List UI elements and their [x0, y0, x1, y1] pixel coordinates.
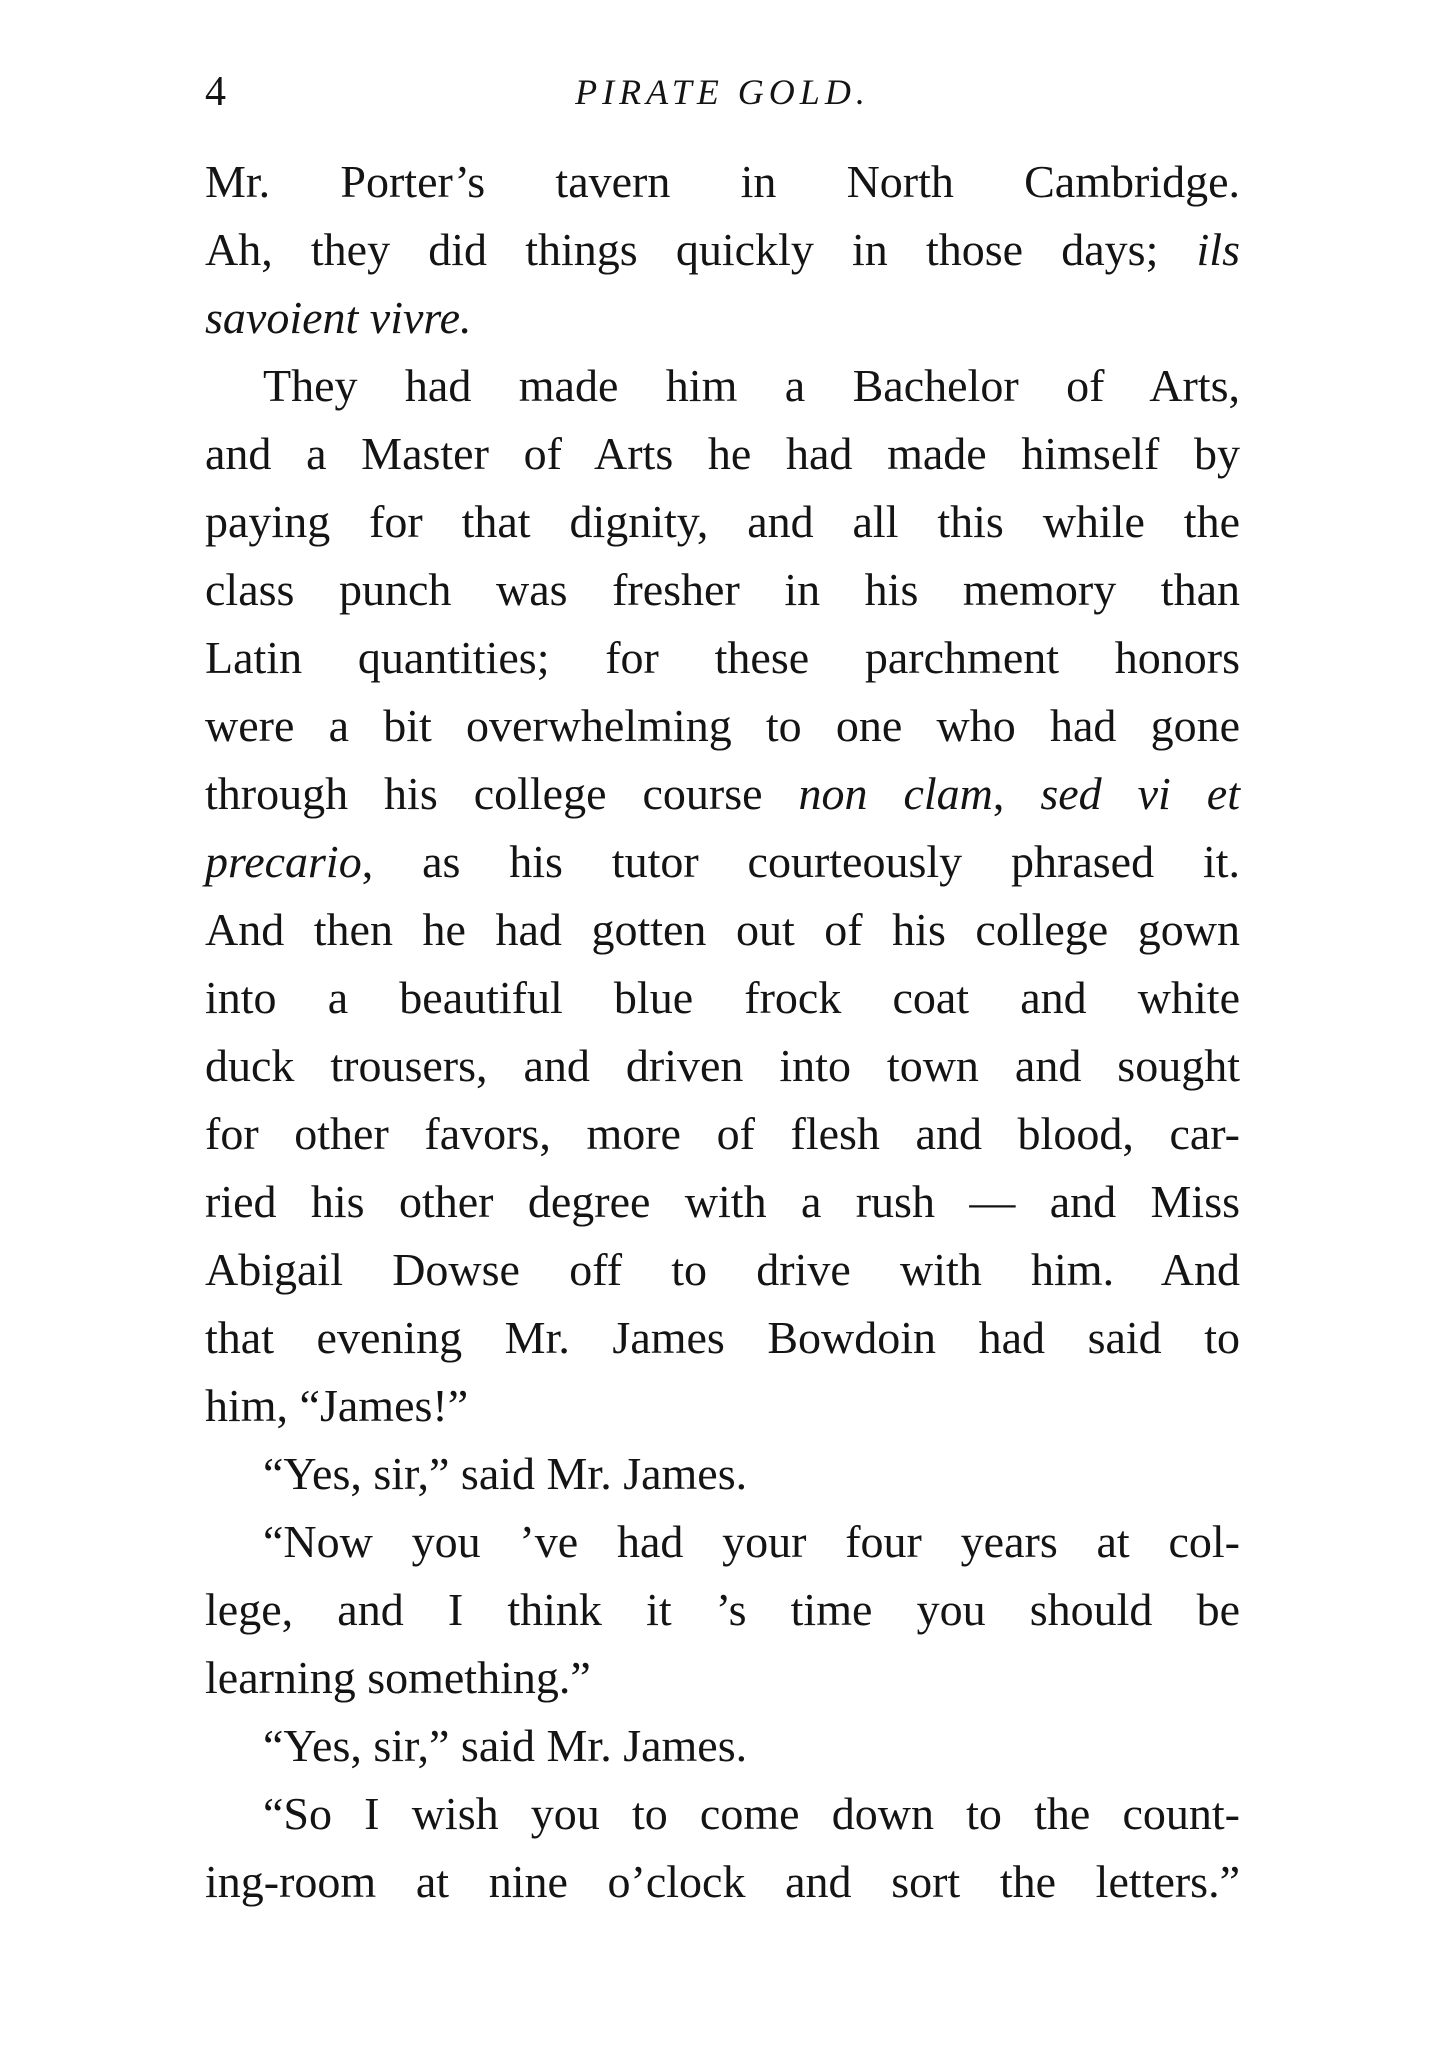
italic-text: non clam	[798, 768, 993, 819]
body-text	[205, 148, 1240, 1916]
italic-text: ils	[1196, 224, 1240, 275]
text-line	[205, 1440, 1240, 1508]
text-segment: him, “James!”	[205, 1380, 469, 1431]
text-segment: ried his other degree with a rush — and Miss	[205, 1176, 1240, 1227]
text-line	[205, 1168, 1240, 1236]
text-line	[205, 1780, 1240, 1848]
text-segment: “Yes, sir,” said Mr. James.	[263, 1720, 748, 1771]
text-segment: that evening Mr. James Bowdoin had said to	[205, 1312, 1240, 1363]
text-segment: for other favors, more of flesh and blood, car-	[205, 1108, 1240, 1159]
text-line	[205, 1372, 1240, 1440]
text-segment: Mr. Porter’s tavern in North Cambridge.	[205, 156, 1240, 207]
text-line	[205, 1236, 1240, 1304]
text-line	[205, 1576, 1240, 1644]
text-segment: class punch was fresher in his memory than	[205, 564, 1240, 615]
text-segment: ,	[992, 768, 1041, 819]
text-line	[205, 1032, 1240, 1100]
text-line	[205, 556, 1240, 624]
italic-text: savoient vivre.	[205, 292, 472, 343]
text-segment: duck trousers, and driven into town and sought	[205, 1040, 1240, 1091]
text-segment: And then he had gotten out of his college gown	[205, 904, 1240, 955]
text-line	[205, 216, 1240, 284]
text-line	[205, 624, 1240, 692]
text-segment: lege, and I think it ’s time you should be	[205, 1584, 1240, 1635]
text-segment: “Now you ’ve had your four years at col-	[263, 1516, 1240, 1567]
text-line	[205, 284, 1240, 352]
text-line	[205, 148, 1240, 216]
text-segment: and a Master of Arts he had made himself by	[205, 428, 1240, 479]
italic-text: precario	[205, 836, 362, 887]
text-segment: Abigail Dowse off to drive with him. And	[205, 1244, 1240, 1295]
text-segment: into a beautiful blue frock coat and white	[205, 972, 1240, 1023]
text-line	[205, 896, 1240, 964]
text-segment: learning something.”	[205, 1652, 591, 1703]
text-line	[205, 1100, 1240, 1168]
text-line	[205, 1508, 1240, 1576]
text-segment: They had made him a Bachelor of Arts,	[263, 360, 1240, 411]
text-segment: “So I wish you to come down to the count-	[263, 1788, 1240, 1839]
text-segment: “Yes, sir,” said Mr. James.	[263, 1448, 748, 1499]
text-line	[205, 760, 1240, 828]
text-line	[205, 420, 1240, 488]
text-segment: through his college course	[205, 768, 799, 819]
text-segment: Ah, they did things quickly in those days;	[205, 224, 1197, 275]
text-line	[205, 1848, 1240, 1916]
text-segment: , as his tutor courteously phrased it.	[361, 836, 1240, 887]
text-segment: paying for that dignity, and all this while the	[205, 496, 1240, 547]
text-line	[205, 1644, 1240, 1712]
text-segment: Latin quantities; for these parchment honors	[205, 632, 1240, 683]
text-line	[205, 964, 1240, 1032]
text-line	[205, 352, 1240, 420]
text-line	[205, 1304, 1240, 1372]
text-line	[205, 488, 1240, 556]
text-segment: were a bit overwhelming to one who had gone	[205, 700, 1240, 751]
page-number: 4	[205, 69, 226, 115]
page-header	[205, 62, 1240, 122]
italic-text: sed vi et	[1040, 768, 1240, 819]
running-title: PIRATE GOLD.	[575, 72, 870, 112]
text-line	[205, 828, 1240, 896]
text-line	[205, 1712, 1240, 1780]
text-line	[205, 692, 1240, 760]
text-segment: ing-room at nine o’clock and sort the letters.”	[205, 1856, 1240, 1907]
